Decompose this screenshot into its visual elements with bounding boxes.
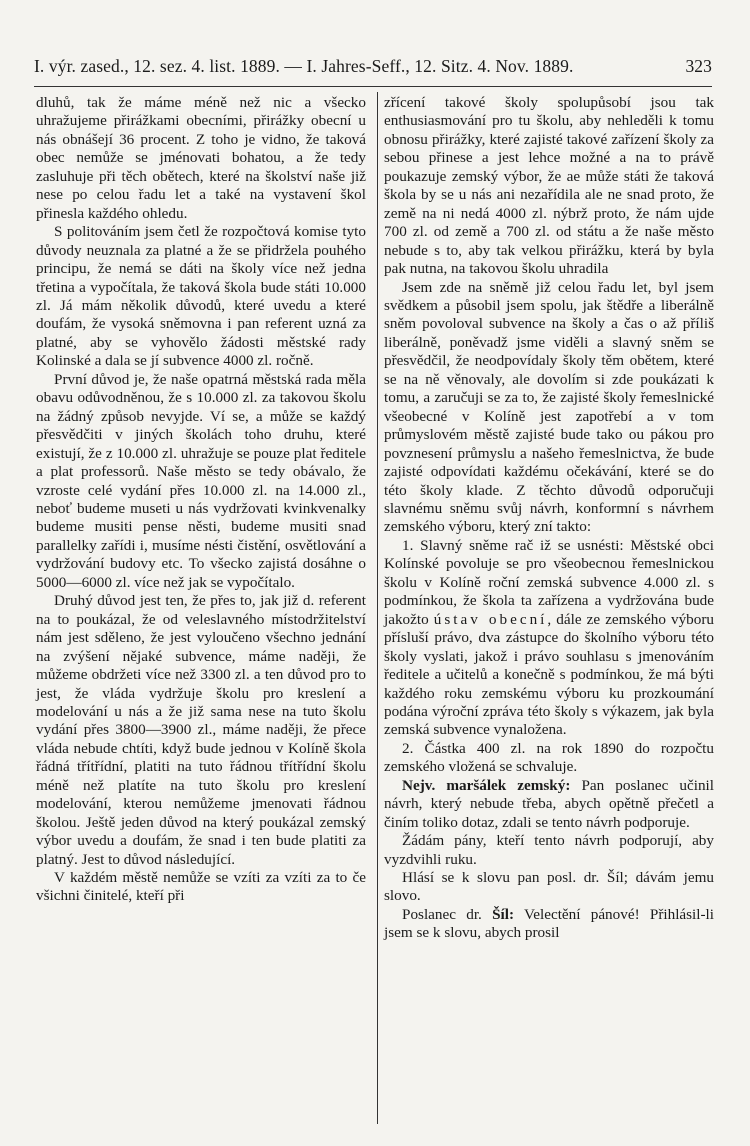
motion-text: 1. Slavný sněme rač iž se usnésti: Městské obci Kolínské povoluje se pro všeobecnou řemeslnickou školu v Kolíně roční zemská subvence 4.000 zl. s podmínkou, že škola ta zařízena a vydržována bude jakožto [384, 536, 714, 628]
paragraph: První důvod je, že naše opatrná městská rada měla obavu odůvodněnou, že s 10.000 zl. za takovou školu na žádný způsob nevyjde. Ví se, a může se každý přesvědčiti v jiných školách toho druhu, které existují, že z 10.000 zl. uhražuje se pouze plat ředitele a plat professorů. Naše město se tedy obávalo, že vzroste celé vydání přes 10.000 zl. na 14.000 zl., neboť budeme museti u nás vydržovati kvinkvenalky budeme musiti pense něsti, budeme musiti snad parallelky zařídi i, musíme nésti čistění, osvětlování a vydržování budovy etc. To všecko zajistá dosáhne o 5000—6000 zl. více než jak se vypočítalo. [36, 370, 366, 591]
paragraph: S politováním jsem četl že rozpočtová komise tyto důvody neuznala za platné a že se přidržela pouhého principu, že nemá se dáti na školy více než jedna třetina a vypočítala, že taková škola bude státi 10.000 zl. Já mám několik důvodů, které uvedu a které doufám, že vysoká sněmovna i pan referent uzná za platné, aby se vyhovělo žádosti městské rady Kolinské a dala se jí subvence 4000 zl. ročně. [36, 223, 366, 370]
speaker-paragraph [384, 906, 714, 943]
paragraph: Jsem zde na sněmě již celou řadu let, byl jsem svědkem a působil jsem spolu, jak štědře a liberálně sněm povoloval subvence na školy a čas o až příliš liberálně, poněvadž jsme viděli a slavný sněm se přesvědčil, že neodpovídaly školy těm obětem, které se na ně věnovaly, ale dovolím si zde poukázati k tomu, a zaručuji se za to, že zajisté školy řemeslnické všeobecné v Kolíně jest zapotřebí a v tom průmyslovém městě zajisté bude tako ou pákou pro povznesení průmyslu a našeho řemeslnictva, že bude zajisté odpovídati každému očekávání, které se do této školy klade. Z těchto důvodů odporučuji slavnému sněmu svůj návrh, konformní s návrhem zemského výboru, který zní takto: [384, 278, 714, 536]
speaker-name: Šíl: [492, 905, 515, 923]
paragraph: Hlásí se k slovu pan posl. dr. Šíl; dávám jemu slovo. [384, 869, 714, 905]
paragraph: zřícení takové školy spolupůsobí jsou tak enthusiasmování pro tu školu, aby nehleděli k tomu obnosu přirážky, které zajisté takové zařízení školy za sebou přinese a jest lehce možné a na to právě poukazuje zemský výbor, že ae může státi že taková škola by se u nás ani nezařídila ale ne snad proto, že země na ni nedá 4000 zl. nýbrž proto, že nám ujde 700 zl. od země a 700 zl. od státu a že naše město nebude s to, aby tak velkou přirážku, která by byla pak nutna, na takovou školu uhradila [384, 94, 714, 278]
paragraph: dluhů, tak že máme méně než nic a všecko uhražujeme přirážkami obecními, přirážky obecní u nás obnášejí 36 procent. Z toho je vidno, že taková obec nemůže se jménovati bohatou, a že tedy zasluhuje při těch obětech, které na školství naše již nese po celou řadu let a také na vystavení škol přinesla každého ohledu. [36, 94, 366, 222]
paragraph: 2. Částka 400 zl. na rok 1890 do rozpočtu zemského vložená se schvaluje. [384, 739, 714, 776]
speaker-name: Nejv. maršálek zemský: [402, 776, 571, 794]
speech-text: Velectění pánové! Přihlásil-li jsem se k slovu, abych prosil [384, 905, 714, 942]
paragraph: Druhý důvod jest ten, že přes to, jak již d. referent na to poukázal, že od veleslavného místodržitelství nám jest sděleno, že jest vyloučeno všechno jednání na zvýšení nějaké subvence, máme naději, že můžeme obdržeti více než 3300 zl. a ten důvod pro to jest, že vláda vydržuje školu pro kreslení a modelování u nás a že již sama nese na tuto školu vydání přes 3800—3900 zl., máme naději, že přece vláda nebude chtíti, když bude jednou v Kolíně škola řádná třítřídní, platiti na tuto řádnou třítřídní školu méně než platíte na tuto školu pro kreslení modelování, kterou nemůžeme jmenovati řádnou školou. Ještě jeden důvod na který poukázal zemský výbor uvedu a doufám, že snad i ten bude platiti za platný. Jest to důvod následující. [36, 592, 366, 868]
right-column [384, 94, 714, 943]
speaker-paragraph [384, 777, 714, 832]
speaker-title: Poslanec dr. [402, 905, 482, 923]
motion-text-rest: , dále ze zemského výboru přísluší právo, dva zástupce do školního výboru této školy vyslati, jakož i právo souhlasu s jmenováním ředitele a učitelů a konečně s podmínkou, že má býti každého roku zemskému výboru ku prozkoumání podána výroční zpráva této školy s výkazem, jak byla zemská subvence vynaložena. [384, 610, 715, 739]
column-divider [377, 92, 378, 1124]
paragraph: Žádám pány, kteří tento návrh podporují, aby vyzdvihli ruku. [384, 832, 714, 868]
running-header: I. výr. zased., 12. sez. 4. list. 1889. — I. Jahres-Seff., 12. Sitz. 4. Nov. 1889. [34, 56, 574, 76]
header-rule [34, 86, 712, 87]
left-column [36, 94, 366, 906]
spaced-emphasis: ústav obecní [433, 610, 548, 628]
page-header [34, 56, 712, 84]
motion-paragraph [384, 537, 714, 740]
paragraph: V každém městě nemůže se vzíti za vzíti za to če všichni činitelé, kteří při [36, 869, 366, 905]
speech-text: Pan poslanec učinil návrh, který nebude třeba, abych opětně přečetl a činím toliko dotaz, zdali se tento návrh podporuje. [384, 776, 714, 831]
page-number: 323 [685, 56, 712, 76]
